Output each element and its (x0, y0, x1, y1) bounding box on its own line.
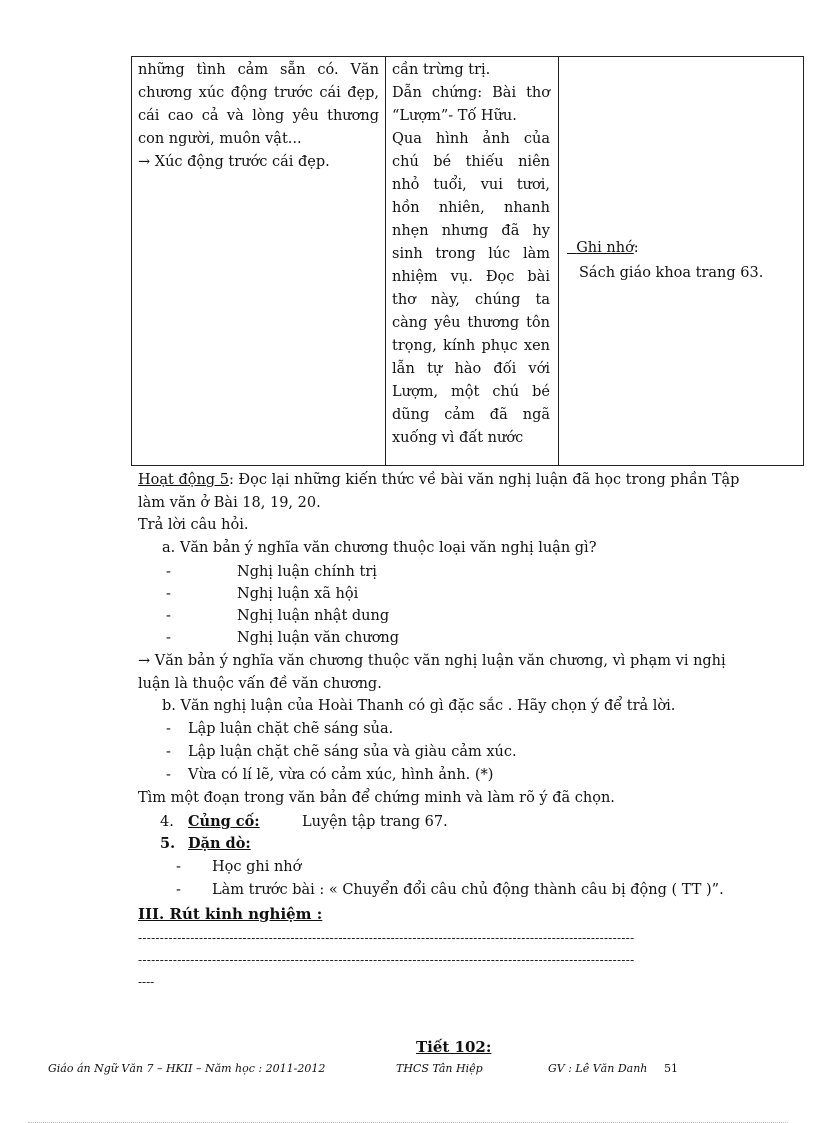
activity-label: Hoạt động 5 (138, 472, 229, 488)
option-a-3: - Nghị luận nhật dung (166, 608, 390, 624)
homework-2: - Làm trước bài : « Chuyển đổi câu chủ động thành câu bị động ( TT )”. (176, 882, 724, 898)
middle-line-3: Qua hình ảnh của chú bé thiếu niên nhỏ tuổi, vui tươi, hồn nhiên, nhanh nhẹn nhưng đã hy sinh trong lúc làm nhiệm vụ. Đọc bài thơ này, chúng ta càng yêu thương tôn trọng, kính phục xen lẫn tự hào đối với Lượm, một chú bé dũng cảm đã ngã xuống vì đất nước (392, 131, 550, 446)
option-b-1: - Lập luận chặt chẽ sáng sủa. (166, 721, 394, 737)
left-paragraph: những tình cảm sẵn có. Văn chương xúc động trước cái đẹp, cái cao cả và lòng yêu thương con người, muôn vật... (138, 62, 379, 147)
homework-1: - Học ghi nhớ (176, 859, 302, 875)
left-conclusion: → Xúc động trước cái đẹp. (138, 154, 330, 170)
section-4-label: Củng cố: (188, 813, 260, 830)
next-lesson-title: Tiết 102: (416, 1038, 492, 1056)
section-5 (160, 834, 251, 854)
section-4-text: Luyện tập trang 67. (302, 814, 448, 830)
memo-label: Ghi nhớ (576, 240, 634, 256)
dash-line-1: ------------------------------------------------------------------------------------------------------------------ (138, 931, 635, 945)
activity-text: : Đọc lại những kiến thức về bài văn nghị luận đã học trong phần Tập (228, 472, 740, 488)
memo-text: Sách giáo khoa trang 63. (579, 265, 764, 281)
find-instruction: Tìm một đoạn trong văn bản để chứng minh và làm rõ ý đã chọn. (138, 790, 615, 806)
middle-line-2: Dẫn chứng: Bài thơ “Lượm”- Tố Hữu. (392, 85, 550, 124)
middle-line-1: cần trừng trị. (392, 62, 491, 78)
section-5-number: 5. (160, 835, 176, 852)
activity-line-2: làm văn ở Bài 18, 19, 20. (138, 495, 321, 511)
dash-line-3: ---- (138, 975, 155, 989)
memo-colon: : (633, 240, 639, 256)
page-number: 51 (664, 1062, 678, 1075)
footer-center: THCS Tân Hiệp (396, 1062, 483, 1075)
option-a-1: - Nghị luận chính trị (166, 564, 377, 580)
footer-teacher: GV : Lê Văn Danh (548, 1062, 648, 1075)
conclusion-line-1: → Văn bản ý nghĩa văn chương thuộc văn nghị luận văn chương, vì phạm vi nghị (138, 653, 726, 669)
memo-heading (567, 237, 797, 260)
footer-left: Giáo án Ngữ Văn 7 – HKII – Năm học : 2011-2012 (48, 1062, 326, 1075)
section-4 (160, 812, 448, 832)
question-a: a. Văn bản ý nghĩa văn chương thuộc loại văn nghị luận gì? (162, 540, 597, 556)
dash-line-2: ------------------------------------------------------------------------------------------------------------------ (138, 953, 635, 967)
section-4-number: 4. (160, 814, 174, 830)
table-cell-right (559, 57, 804, 466)
section-5-label: Dặn dò: (188, 835, 251, 852)
activity-line-1 (138, 470, 739, 490)
option-b-2: - Lập luận chặt chẽ sáng sủa và giàu cảm xúc. (166, 744, 517, 760)
option-b-3: - Vừa có lí lẽ, vừa có cảm xúc, hình ảnh. (*) (166, 767, 494, 783)
conclusion-line-2: luận là thuộc vấn đề văn chương. (138, 676, 382, 692)
question-b: b. Văn nghị luận của Hoài Thanh có gì đặc sắc . Hãy chọn ý để trả lời. (162, 698, 676, 714)
section-3-title: III. Rút kinh nghiệm : (138, 905, 323, 923)
option-a-4: - Nghị luận văn chương (166, 630, 400, 646)
table-cell-middle (386, 57, 559, 466)
answer-prompt: Trả lời câu hỏi. (138, 517, 249, 533)
content-table (131, 56, 804, 466)
table-cell-left (132, 57, 386, 466)
option-a-2: - Nghị luận xã hội (166, 586, 359, 602)
